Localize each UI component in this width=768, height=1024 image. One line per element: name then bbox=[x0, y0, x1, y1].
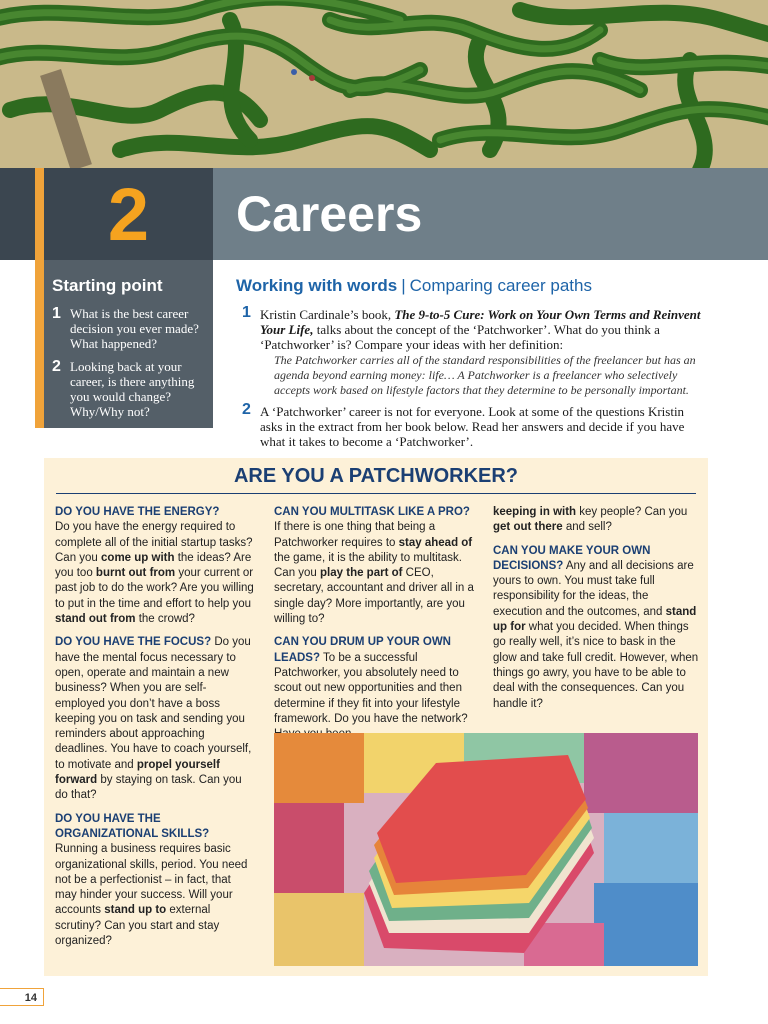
chapter-number: 2 bbox=[107, 173, 150, 256]
paragraph-text: what you decided. When things go really well, it’s nice to bask in the glow and take full credit. However, when things go awry, you have to be able to deal with the consequences. Can you handle it? bbox=[493, 621, 699, 710]
hedge-maze-photo bbox=[0, 0, 768, 168]
article-paragraph bbox=[274, 505, 474, 627]
paragraph-heading: DO YOU HAVE THE ENERGY? bbox=[55, 506, 220, 518]
paragraph-heading: CAN YOU MULTITASK LIKE A PRO? bbox=[274, 506, 470, 518]
paragraph-text: by staying on task. Can you do that? bbox=[55, 774, 242, 802]
page-number: 14 bbox=[0, 988, 44, 1006]
key-phrase: stand up to bbox=[104, 904, 167, 917]
paragraph-text: the game, it is the ability to multitask. Can you bbox=[274, 551, 462, 580]
key-phrase: keeping in with bbox=[493, 506, 577, 518]
key-phrase: stand out from bbox=[55, 613, 136, 626]
section-title: Working with words bbox=[236, 276, 398, 295]
paragraph-text: your current or past job to do the work? Are you willing to put in the time and effort to help you bbox=[55, 567, 254, 610]
article-column-2 bbox=[274, 505, 474, 742]
question-number: 2 bbox=[52, 358, 61, 375]
question-text: Looking back at your career, is there anything you would change? Why/Why not? bbox=[70, 359, 195, 419]
paragraph-text: Any and all decisions are yours to own. You must take full responsibility for the ideas, the execution and the outcomes, and bbox=[493, 559, 694, 618]
starting-point-question bbox=[52, 359, 210, 419]
key-phrase: stay ahead of bbox=[398, 536, 473, 549]
book-title: The 9-to-5 Cure: Work on Your Own Terms and Reinvent Your Life, bbox=[260, 307, 701, 337]
paragraph-text: Do you have the mental focus necessary to open, operate and maintain a new business? When you are self-employed you don’t have a boss keeping you on task and sending you reminders about approaching deadlines. You have to coach yourself, to motivate and bbox=[55, 636, 252, 771]
starting-point-title: Starting point bbox=[52, 276, 163, 295]
paragraph-text: Running a business requires basic organizational skills, period. You need not be a perfectionist – in fact, that may hinder your success. Will your accounts bbox=[55, 843, 248, 917]
paragraph-text: CEO, secretary, accountant and driver all in a single day? More importantly, are you willing to? bbox=[274, 567, 474, 626]
exercise-2 bbox=[242, 401, 708, 449]
paragraph-heading: CAN YOU DRUM UP YOUR OWN LEADS? bbox=[274, 636, 451, 664]
key-phrase: stand up for bbox=[493, 605, 697, 634]
article-column-1 bbox=[55, 505, 255, 957]
definition-quote: The Patchworker carries all of the standard responsibilities of the freelancer but has an agenda beyond earning money: life… A Patchworker is a freelancer who selectively accepts work based on lifestyle factors that they determine to be personally important. bbox=[274, 353, 696, 397]
paragraph-heading: DO YOU HAVE THE ORGANIZATIONAL SKILLS? bbox=[55, 812, 210, 840]
exercise-text: A ‘Patchworker’ career is not for everyone. Look at some of the questions Kristin asks in the extract from her book below. Read her answers and decide if you have what it takes to become a ‘Patchworker’. bbox=[260, 404, 685, 449]
key-phrase: play the part of bbox=[320, 567, 403, 580]
question-text: What is the best career decision you ever made? What happened? bbox=[70, 306, 199, 351]
article-title: ARE YOU A PATCHWORKER? bbox=[233, 465, 519, 487]
paragraph-text: Do you have the energy required to complete all of the initial startup tasks? Can you bbox=[55, 521, 253, 564]
paragraph-heading: DO YOU HAVE THE FOCUS? bbox=[55, 636, 212, 649]
starting-point-box bbox=[44, 260, 213, 428]
article-column-3 bbox=[493, 505, 699, 720]
paragraph-text: and sell? bbox=[562, 521, 612, 534]
chapter-title: Careers bbox=[236, 186, 423, 242]
paragraph-text: If there is one thing that being a Patchworker requires to bbox=[274, 521, 436, 549]
question-number: 1 bbox=[52, 305, 61, 322]
starting-point-question bbox=[52, 306, 210, 351]
article-paragraph-continued bbox=[493, 505, 699, 536]
article-paragraph bbox=[55, 635, 255, 803]
key-phrase: burnt out from bbox=[95, 567, 176, 580]
paragraph-text: the ideas? Are you too bbox=[55, 551, 252, 580]
fabric-squares-photo bbox=[274, 733, 698, 966]
article-paragraph bbox=[493, 544, 699, 712]
article-paragraph bbox=[55, 812, 255, 950]
paragraph-text: the crowd? bbox=[135, 613, 195, 626]
exercise-number: 1 bbox=[242, 304, 251, 321]
exercise-text: Kristin Cardinale’s book, bbox=[260, 307, 395, 322]
exercise-number: 2 bbox=[242, 401, 251, 418]
section-heading: Working with words | Comparing career paths bbox=[236, 276, 592, 295]
accent-strip bbox=[35, 168, 44, 428]
article-paragraph bbox=[274, 635, 474, 742]
exercise-1 bbox=[242, 304, 708, 352]
key-phrase: get out there bbox=[493, 521, 563, 534]
paragraph-text: key people? Can you bbox=[576, 506, 688, 518]
paragraph-text: external scrutiny? Can you start and stay organized? bbox=[55, 904, 220, 948]
exercise-text: talks about the concept of the ‘Patchworker’. What do you think a ‘Patchworker’ is? Compare your ideas with her definition: bbox=[260, 322, 660, 352]
article-paragraph bbox=[55, 505, 255, 627]
title-divider bbox=[56, 493, 696, 494]
paragraph-text: To be a successful Patchworker, you absolutely need to scout out new opportunities and then determine if they fit into your lifestyle framework. Do you have the network? bbox=[274, 651, 468, 725]
key-phrase: come up with bbox=[101, 551, 175, 564]
key-phrase: propel yourself forward bbox=[55, 758, 220, 787]
paragraph-heading: CAN YOU MAKE YOUR OWN DECISIONS? bbox=[493, 544, 651, 572]
section-subtitle: Comparing career paths bbox=[409, 276, 592, 295]
